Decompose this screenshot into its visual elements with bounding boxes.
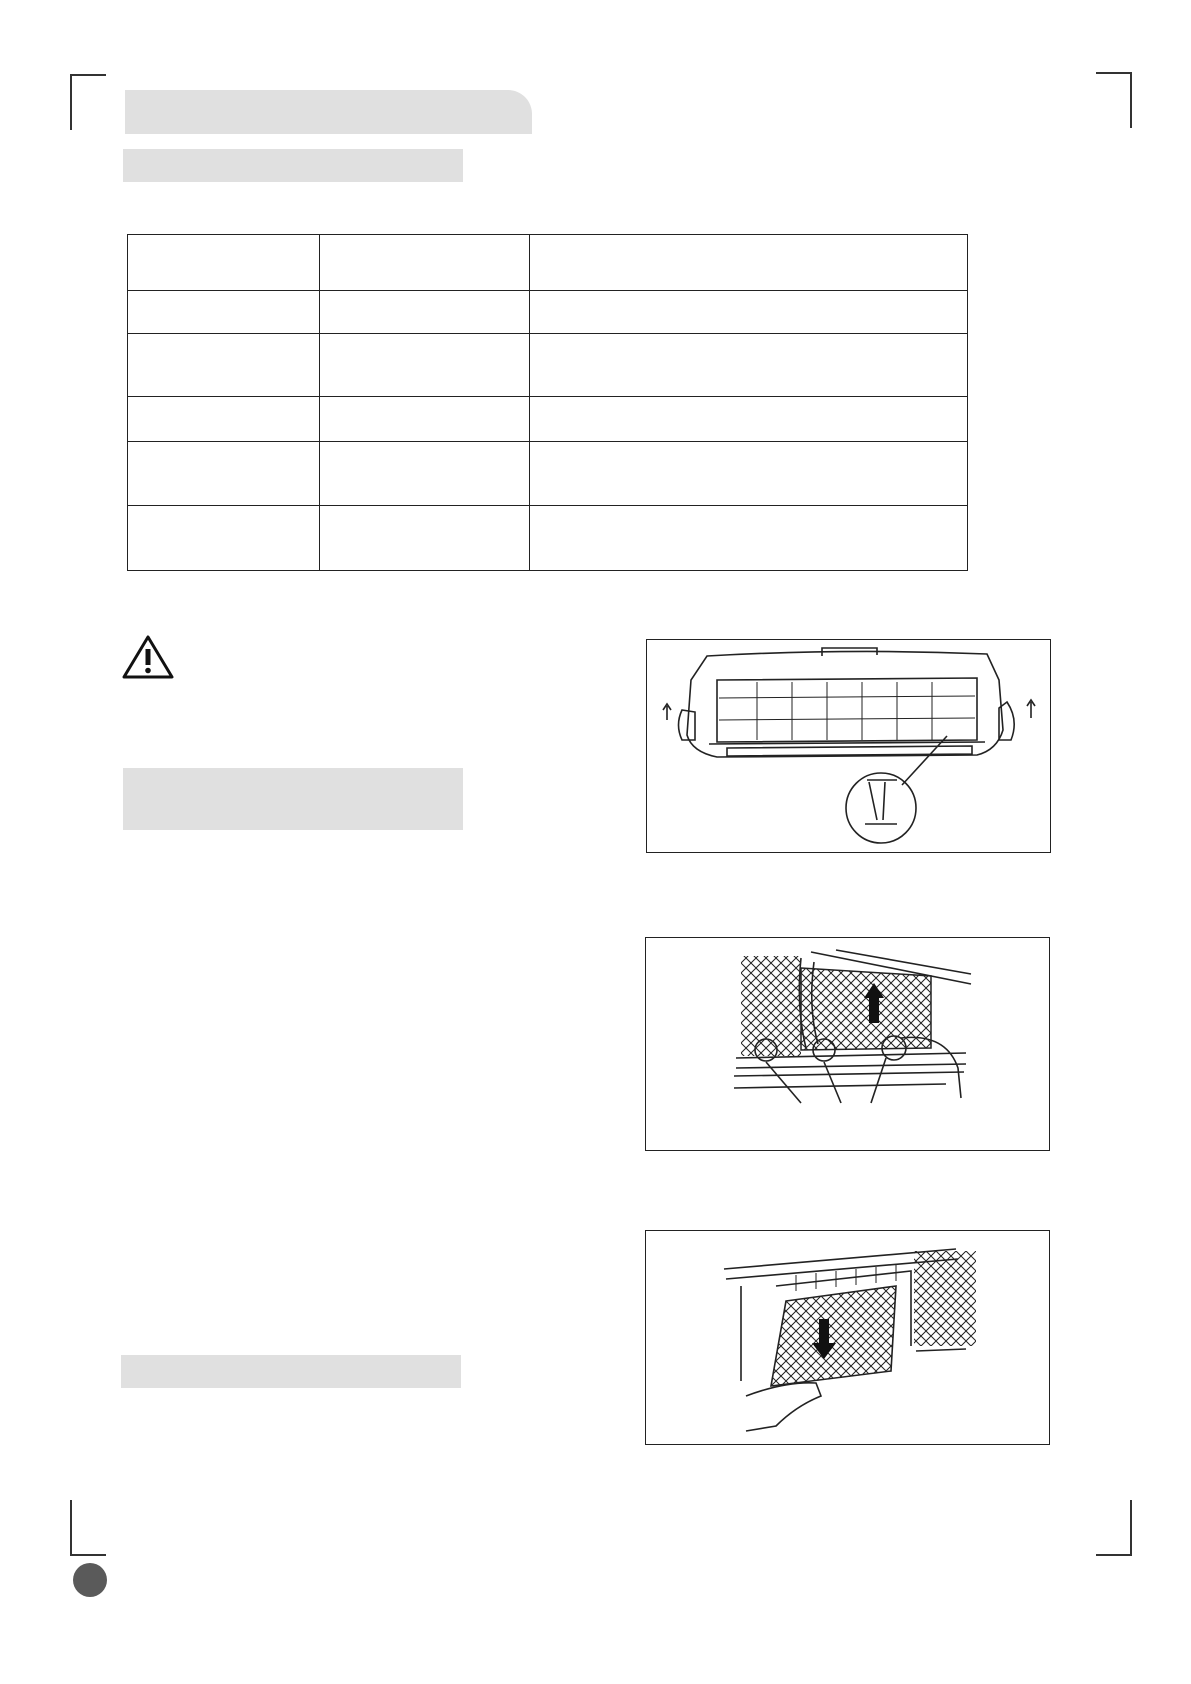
- table-cell: [530, 506, 968, 571]
- table-cell: [320, 397, 530, 442]
- table-cell: [320, 334, 530, 397]
- table-cell: [128, 442, 320, 506]
- crop-mark-bottom-left-v: [70, 1500, 72, 1554]
- figure-filter-down: [645, 1230, 1050, 1445]
- table-cell: [530, 334, 968, 397]
- section-heading-bar: [123, 768, 463, 830]
- page-title-bar: [125, 90, 532, 134]
- warning-triangle-icon: [122, 634, 174, 680]
- table-row: [128, 442, 968, 506]
- table-cell: [530, 442, 968, 506]
- figure-filter-up: [645, 937, 1050, 1151]
- figure-open-front-panel: [646, 639, 1051, 853]
- crop-mark-top-right-v: [1130, 72, 1132, 128]
- table-cell: [320, 291, 530, 334]
- maintenance-table: [127, 234, 968, 571]
- crop-mark-top-right-h: [1096, 72, 1132, 74]
- crop-mark-bottom-right-h: [1096, 1554, 1132, 1556]
- crop-mark-top-left-v: [70, 74, 72, 130]
- table-cell: [530, 291, 968, 334]
- crop-mark-top-left-h: [70, 74, 106, 76]
- table-cell: [128, 334, 320, 397]
- table-cell: [128, 235, 320, 291]
- table-cell: [320, 506, 530, 571]
- table-cell: [530, 397, 968, 442]
- indoor-unit-open-panel-illustration: [647, 640, 1050, 852]
- table-row: [128, 397, 968, 442]
- crop-mark-bottom-right-v: [1130, 1500, 1132, 1554]
- table-cell: [530, 235, 968, 291]
- table-row: [128, 291, 968, 334]
- table-row: [128, 334, 968, 397]
- table-cell: [128, 291, 320, 334]
- table-row: [128, 235, 968, 291]
- table-cell: [320, 235, 530, 291]
- table-cell: [128, 397, 320, 442]
- crop-mark-bottom-left-h: [70, 1554, 106, 1556]
- subtitle-bar: [123, 149, 463, 182]
- table-cell: [128, 506, 320, 571]
- table-cell: [320, 442, 530, 506]
- page-number-badge: [73, 1563, 107, 1597]
- filter-removal-down-illustration: [646, 1231, 1049, 1444]
- section-heading-bar: [121, 1355, 461, 1388]
- filter-removal-up-illustration: [646, 938, 1049, 1150]
- table-row: [128, 506, 968, 571]
